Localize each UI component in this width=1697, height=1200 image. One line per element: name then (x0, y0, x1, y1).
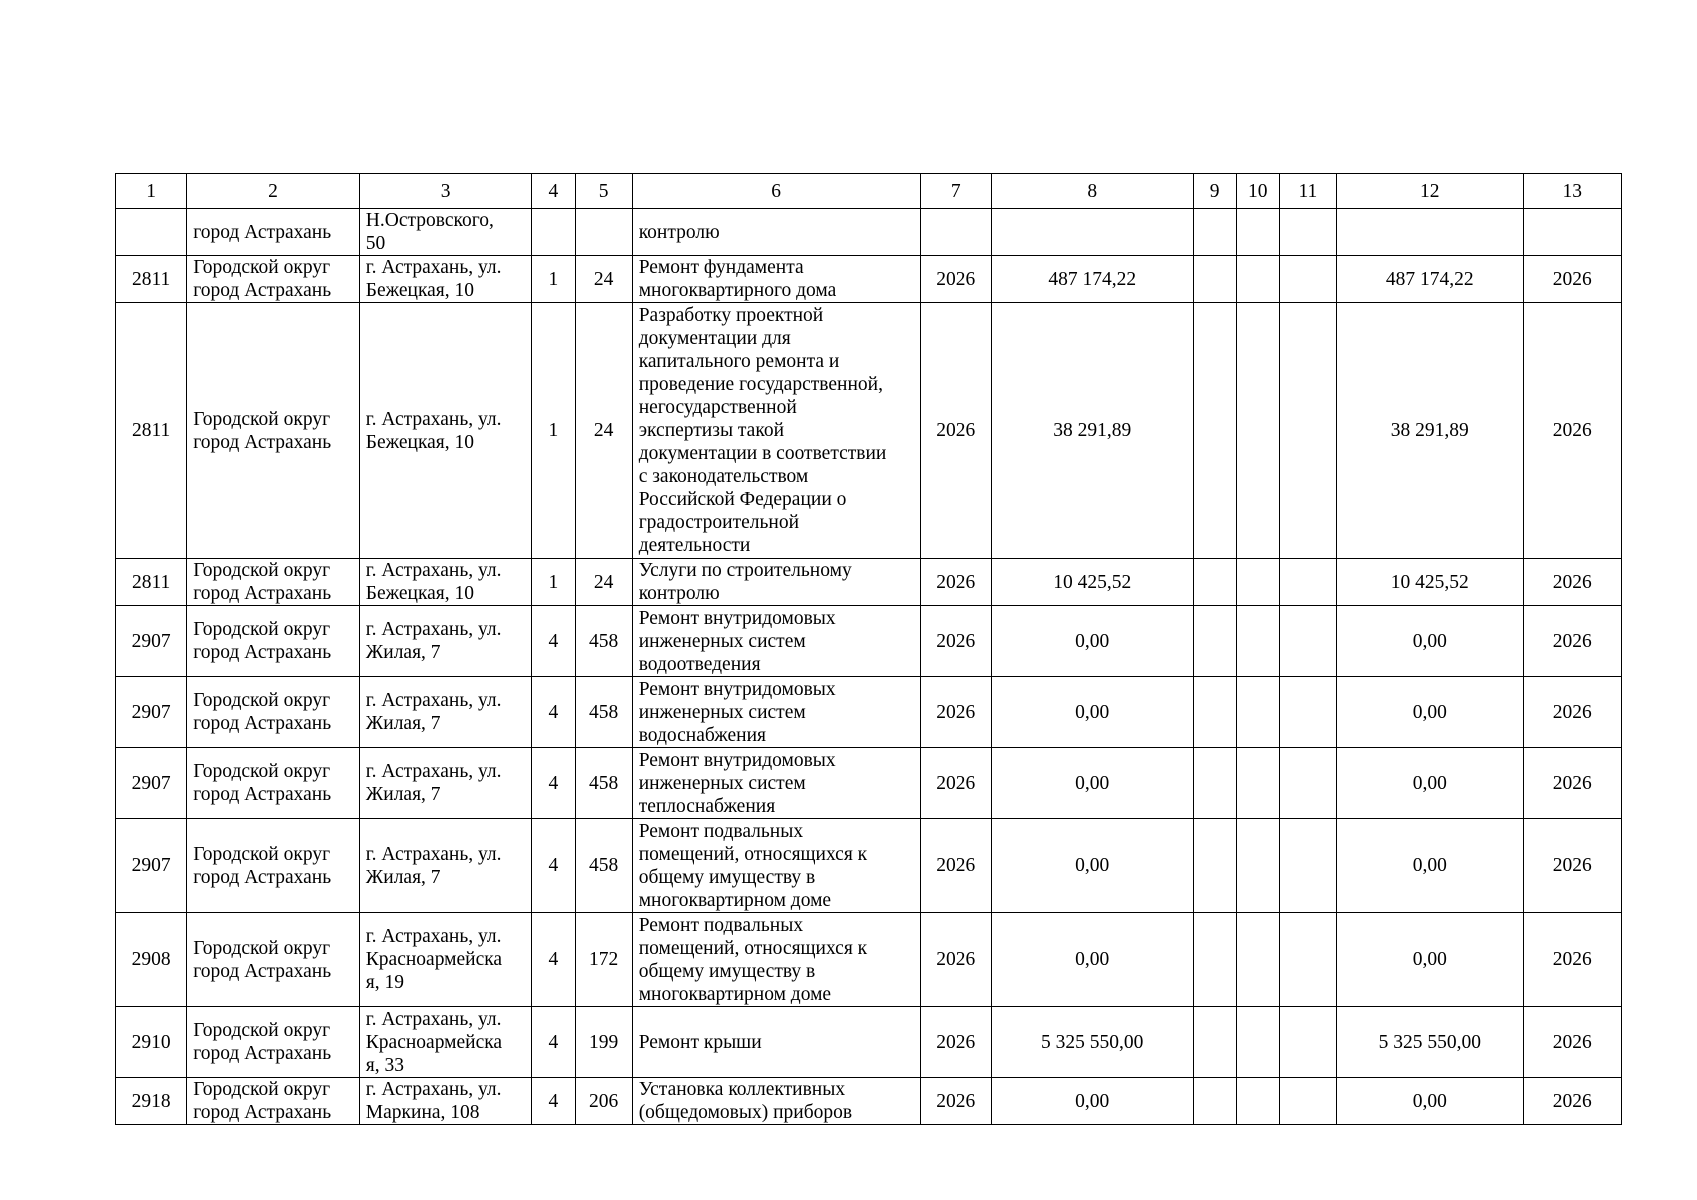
total-cost-cell: 10 425,52 (991, 559, 1193, 606)
col11-cell (1279, 606, 1336, 677)
district-cell: Городской округ город Астрахань (187, 677, 360, 748)
completion-year-cell: 2026 (1523, 303, 1621, 559)
table-row (116, 559, 1622, 606)
column-header: 1 (116, 174, 187, 209)
address-cell: Н.Островского, 50 (359, 209, 532, 256)
completion-year-cell: 2026 (1523, 913, 1621, 1007)
quantity-cell (575, 209, 632, 256)
category-cell: 4 (532, 1078, 575, 1125)
row-number-cell: 2918 (116, 1078, 187, 1125)
row-number-cell: 2910 (116, 1007, 187, 1078)
completion-year-cell: 2026 (1523, 677, 1621, 748)
district-cell: город Астрахань (187, 209, 360, 256)
work-type-cell: Ремонт внутридомовых инженерных систем теплоснабжения (632, 748, 920, 819)
col10-cell (1236, 559, 1279, 606)
fund-cost-cell (1337, 209, 1524, 256)
district-cell: Городской округ город Астрахань (187, 256, 360, 303)
fund-cost-cell: 0,00 (1337, 819, 1524, 913)
year-cell: 2026 (920, 256, 991, 303)
work-type-cell: Разработку проектной документации для капитального ремонта и проведение государственной, негосударственной экспертизы такой документации в соответствии с законодательством Российской Федерации о градостроительной деятельности (632, 303, 920, 559)
col9-cell (1193, 677, 1236, 748)
col11-cell (1279, 748, 1336, 819)
col9-cell (1193, 748, 1236, 819)
column-header: 8 (991, 174, 1193, 209)
quantity-cell: 458 (575, 606, 632, 677)
table-row (116, 748, 1622, 819)
fund-cost-cell: 5 325 550,00 (1337, 1007, 1524, 1078)
fund-cost-cell: 0,00 (1337, 606, 1524, 677)
fund-cost-cell: 10 425,52 (1337, 559, 1524, 606)
address-cell: г. Астрахань, ул. Бежецкая, 10 (359, 256, 532, 303)
col9-cell (1193, 1078, 1236, 1125)
category-cell: 4 (532, 677, 575, 748)
col10-cell (1236, 1078, 1279, 1125)
address-cell: г. Астрахань, ул. Жилая, 7 (359, 606, 532, 677)
address-cell: г. Астрахань, ул. Маркина, 108 (359, 1078, 532, 1125)
quantity-cell: 24 (575, 256, 632, 303)
column-header: 7 (920, 174, 991, 209)
column-header: 12 (1337, 174, 1524, 209)
year-cell: 2026 (920, 1078, 991, 1125)
column-header: 13 (1523, 174, 1621, 209)
row-number-cell: 2907 (116, 677, 187, 748)
col9-cell (1193, 819, 1236, 913)
table-row (116, 303, 1622, 559)
col11-cell (1279, 1078, 1336, 1125)
address-cell: г. Астрахань, ул. Красноармейска я, 33 (359, 1007, 532, 1078)
col11-cell (1279, 256, 1336, 303)
capital-repair-table (115, 173, 1622, 1125)
work-type-cell: Ремонт крыши (632, 1007, 920, 1078)
row-number-cell: 2907 (116, 819, 187, 913)
category-cell (532, 209, 575, 256)
total-cost-cell: 5 325 550,00 (991, 1007, 1193, 1078)
district-cell: Городской округ город Астрахань (187, 606, 360, 677)
col11-cell (1279, 209, 1336, 256)
year-cell: 2026 (920, 913, 991, 1007)
table-row (116, 819, 1622, 913)
fund-cost-cell: 487 174,22 (1337, 256, 1524, 303)
quantity-cell: 24 (575, 559, 632, 606)
district-cell: Городской округ город Астрахань (187, 913, 360, 1007)
fund-cost-cell: 0,00 (1337, 748, 1524, 819)
col10-cell (1236, 913, 1279, 1007)
year-cell: 2026 (920, 559, 991, 606)
category-cell: 4 (532, 606, 575, 677)
col11-cell (1279, 559, 1336, 606)
col9-cell (1193, 913, 1236, 1007)
total-cost-cell (991, 209, 1193, 256)
category-cell: 4 (532, 748, 575, 819)
col11-cell (1279, 303, 1336, 559)
continuation-row (116, 209, 1622, 256)
row-number-cell: 2811 (116, 303, 187, 559)
completion-year-cell: 2026 (1523, 559, 1621, 606)
row-number-cell: 2907 (116, 606, 187, 677)
col9-cell (1193, 1007, 1236, 1078)
district-cell: Городской округ город Астрахань (187, 559, 360, 606)
quantity-cell: 458 (575, 748, 632, 819)
category-cell: 4 (532, 1007, 575, 1078)
category-cell: 4 (532, 913, 575, 1007)
col11-cell (1279, 819, 1336, 913)
column-header: 2 (187, 174, 360, 209)
quantity-cell: 199 (575, 1007, 632, 1078)
col9-cell (1193, 606, 1236, 677)
fund-cost-cell: 0,00 (1337, 913, 1524, 1007)
address-cell: г. Астрахань, ул. Жилая, 7 (359, 677, 532, 748)
total-cost-cell: 38 291,89 (991, 303, 1193, 559)
column-header: 4 (532, 174, 575, 209)
col10-cell (1236, 1007, 1279, 1078)
column-header: 9 (1193, 174, 1236, 209)
work-type-cell: Услуги по строительному контролю (632, 559, 920, 606)
district-cell: Городской округ город Астрахань (187, 1007, 360, 1078)
col9-cell (1193, 559, 1236, 606)
work-type-cell: Ремонт фундамента многоквартирного дома (632, 256, 920, 303)
column-header: 3 (359, 174, 532, 209)
work-type-cell: Установка коллективных (общедомовых) приборов (632, 1078, 920, 1125)
row-number-cell: 2908 (116, 913, 187, 1007)
work-type-cell: Ремонт подвальных помещений, относящихся к общему имуществу в многоквартирном доме (632, 913, 920, 1007)
district-cell: Городской округ город Астрахань (187, 1078, 360, 1125)
category-cell: 1 (532, 303, 575, 559)
year-cell: 2026 (920, 1007, 991, 1078)
quantity-cell: 24 (575, 303, 632, 559)
col10-cell (1236, 256, 1279, 303)
address-cell: г. Астрахань, ул. Жилая, 7 (359, 819, 532, 913)
row-number-cell: 2811 (116, 256, 187, 303)
year-cell: 2026 (920, 748, 991, 819)
category-cell: 1 (532, 559, 575, 606)
year-cell: 2026 (920, 303, 991, 559)
table-row (116, 913, 1622, 1007)
work-type-cell: Ремонт внутридомовых инженерных систем водоснабжения (632, 677, 920, 748)
category-cell: 1 (532, 256, 575, 303)
completion-year-cell: 2026 (1523, 1078, 1621, 1125)
row-number-cell: 2907 (116, 748, 187, 819)
work-type-cell: контролю (632, 209, 920, 256)
col11-cell (1279, 913, 1336, 1007)
total-cost-cell: 0,00 (991, 819, 1193, 913)
total-cost-cell: 0,00 (991, 677, 1193, 748)
work-type-cell: Ремонт внутридомовых инженерных систем водоотведения (632, 606, 920, 677)
district-cell: Городской округ город Астрахань (187, 819, 360, 913)
address-cell: г. Астрахань, ул. Бежецкая, 10 (359, 559, 532, 606)
col10-cell (1236, 209, 1279, 256)
completion-year-cell: 2026 (1523, 748, 1621, 819)
column-number-header-row (116, 174, 1622, 209)
col10-cell (1236, 748, 1279, 819)
address-cell: г. Астрахань, ул. Бежецкая, 10 (359, 303, 532, 559)
table-body (116, 209, 1622, 1125)
row-number-cell: 2811 (116, 559, 187, 606)
address-cell: г. Астрахань, ул. Жилая, 7 (359, 748, 532, 819)
total-cost-cell: 0,00 (991, 1078, 1193, 1125)
col10-cell (1236, 677, 1279, 748)
fund-cost-cell: 0,00 (1337, 677, 1524, 748)
row-number-cell (116, 209, 187, 256)
table-row (116, 606, 1622, 677)
completion-year-cell (1523, 209, 1621, 256)
year-cell: 2026 (920, 606, 991, 677)
column-header: 5 (575, 174, 632, 209)
table-row (116, 256, 1622, 303)
col11-cell (1279, 1007, 1336, 1078)
district-cell: Городской округ город Астрахань (187, 748, 360, 819)
fund-cost-cell: 38 291,89 (1337, 303, 1524, 559)
quantity-cell: 206 (575, 1078, 632, 1125)
column-header: 11 (1279, 174, 1336, 209)
district-cell: Городской округ город Астрахань (187, 303, 360, 559)
quantity-cell: 172 (575, 913, 632, 1007)
address-cell: г. Астрахань, ул. Красноармейска я, 19 (359, 913, 532, 1007)
quantity-cell: 458 (575, 677, 632, 748)
col10-cell (1236, 819, 1279, 913)
table-row (116, 1078, 1622, 1125)
total-cost-cell: 487 174,22 (991, 256, 1193, 303)
completion-year-cell: 2026 (1523, 1007, 1621, 1078)
table-row (116, 677, 1622, 748)
total-cost-cell: 0,00 (991, 748, 1193, 819)
year-cell (920, 209, 991, 256)
column-header: 6 (632, 174, 920, 209)
completion-year-cell: 2026 (1523, 606, 1621, 677)
fund-cost-cell: 0,00 (1337, 1078, 1524, 1125)
quantity-cell: 458 (575, 819, 632, 913)
col11-cell (1279, 677, 1336, 748)
completion-year-cell: 2026 (1523, 256, 1621, 303)
col9-cell (1193, 256, 1236, 303)
col9-cell (1193, 303, 1236, 559)
col10-cell (1236, 303, 1279, 559)
col9-cell (1193, 209, 1236, 256)
completion-year-cell: 2026 (1523, 819, 1621, 913)
table-row (116, 1007, 1622, 1078)
year-cell: 2026 (920, 677, 991, 748)
category-cell: 4 (532, 819, 575, 913)
total-cost-cell: 0,00 (991, 606, 1193, 677)
total-cost-cell: 0,00 (991, 913, 1193, 1007)
year-cell: 2026 (920, 819, 991, 913)
work-type-cell: Ремонт подвальных помещений, относящихся к общему имуществу в многоквартирном доме (632, 819, 920, 913)
column-header: 10 (1236, 174, 1279, 209)
col10-cell (1236, 606, 1279, 677)
